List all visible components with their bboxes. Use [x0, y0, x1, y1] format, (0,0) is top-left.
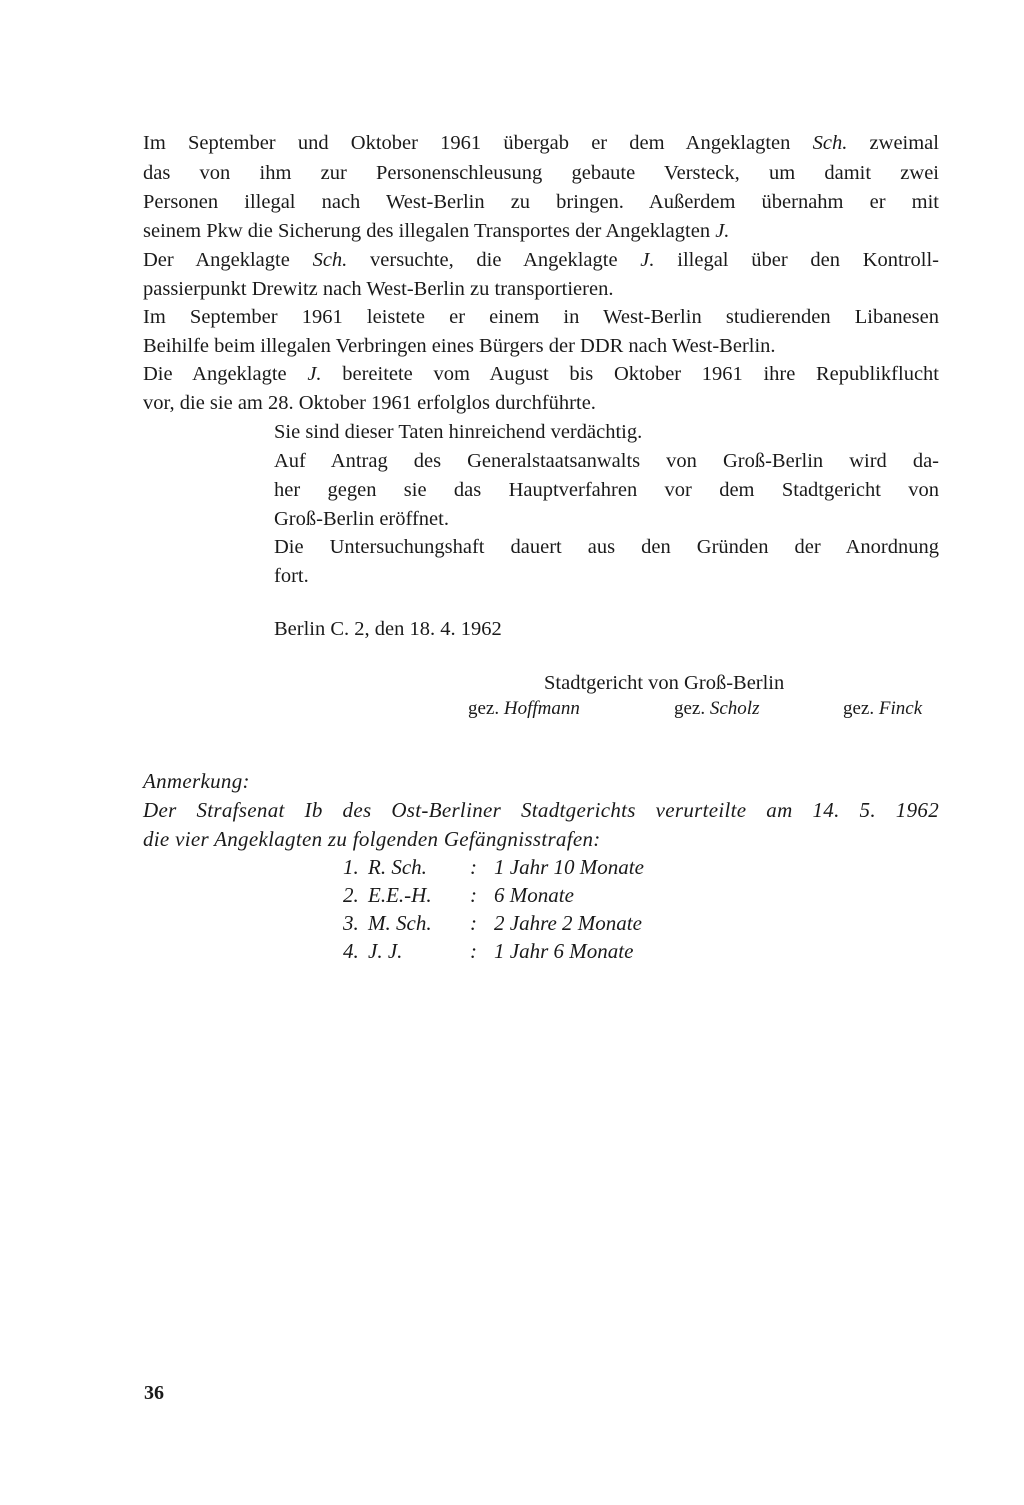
entry-sentence: 6 Monate — [494, 883, 574, 907]
entry-name: E.E.-H. — [368, 883, 432, 907]
indented-line: Auf Antrag des Generalstaatsanwalts von Groß-Berlin wird da- — [274, 450, 939, 472]
entry-name: R. Sch. — [368, 855, 427, 879]
date-line: Berlin C. 2, den 18. 4. 1962 — [274, 618, 502, 640]
signature — [843, 698, 922, 720]
text-segment: seinem Pkw die Sicherung des illegalen Transportes der Angeklagten — [143, 220, 716, 242]
entry-name: J. J. — [368, 939, 403, 963]
signature — [674, 698, 759, 720]
paragraph-line — [143, 388, 596, 418]
paragraph-line — [143, 302, 939, 332]
text-segment: illegal über den Kontroll- — [654, 249, 939, 271]
text-segment: versuchte, die Angeklagte — [347, 249, 641, 271]
text-segment: vor, die sie am 28. Oktober 1961 erfolglos durchführte. — [143, 392, 596, 414]
paragraph-line — [143, 187, 939, 217]
signature-name: Scholz — [709, 698, 760, 719]
court-name: Stadtgericht von Groß-Berlin — [544, 672, 785, 694]
paragraph-line — [143, 158, 939, 188]
entry-number: 1. — [343, 855, 359, 879]
text-segment: passierpunkt Drewitz nach West-Berlin zu transportieren. — [143, 278, 614, 300]
signature — [468, 698, 580, 720]
text-italic: Sch. — [812, 132, 848, 154]
text-segment: Beihilfe beim illegalen Verbringen eines Bürgers der DDR nach West-Berlin. — [143, 335, 776, 357]
text-segment: zweimal — [847, 132, 939, 154]
signature-prefix: gez. — [674, 698, 710, 719]
indented-line: Groß-Berlin eröffnet. — [274, 508, 449, 530]
text-segment: Personen illegal nach West-Berlin zu bringen. Außerdem übernahm er mit — [143, 191, 939, 213]
indented-line: fort. — [274, 565, 309, 587]
note-line: die vier Angeklagten zu folgenden Gefängnisstrafen: — [143, 827, 601, 851]
text-segment: das von ihm zur Personenschleusung gebaute Versteck, um damit zwei — [143, 162, 939, 184]
indented-line: Sie sind dieser Taten hinreichend verdächtig. — [274, 421, 643, 443]
entry-name: M. Sch. — [368, 911, 432, 935]
entry-separator: : — [470, 911, 477, 935]
signature-prefix: gez. — [468, 698, 504, 719]
text-italic: Sch. — [312, 249, 348, 271]
text-segment: Die Angeklagte — [143, 363, 308, 385]
text-italic: J. — [640, 249, 655, 271]
paragraph-line — [143, 359, 939, 389]
paragraph-line — [143, 128, 939, 158]
entry-separator: : — [470, 883, 477, 907]
entry-separator: : — [470, 939, 477, 963]
entry-sentence: 1 Jahr 10 Monate — [494, 855, 644, 879]
text-segment: Im September 1961 leistete er einem in West-Berlin studierenden Libanesen — [143, 306, 939, 328]
paragraph-line — [143, 216, 729, 246]
indented-line: Die Untersuchungshaft dauert aus den Gründen der Anordnung — [274, 536, 939, 558]
entry-number: 2. — [343, 883, 359, 907]
text-segment: Im September und Oktober 1961 übergab er dem Angeklagten — [143, 132, 813, 154]
note-heading: Anmerkung: — [143, 769, 250, 793]
paragraph-line — [143, 245, 939, 275]
entry-sentence: 1 Jahr 6 Monate — [494, 939, 634, 963]
note-line: Der Strafsenat Ib des Ost-Berliner Stadtgerichts verurteilte am 14. 5. 1962 — [143, 798, 939, 822]
paragraph-line — [143, 331, 776, 361]
indented-line: her gegen sie das Hauptverfahren vor dem Stadtgericht von — [274, 479, 939, 501]
signature-name: Hoffmann — [503, 698, 580, 719]
text-segment: bereitete vom August bis Oktober 1961 ihre Republikflucht — [321, 363, 939, 385]
signature-name: Finck — [878, 698, 923, 719]
entry-number: 4. — [343, 939, 359, 963]
entry-separator: : — [470, 855, 477, 879]
page-number: 36 — [144, 1382, 164, 1404]
text-italic: J. — [715, 220, 730, 242]
entry-sentence: 2 Jahre 2 Monate — [494, 911, 642, 935]
text-segment: Der Angeklagte — [143, 249, 313, 271]
signature-prefix: gez. — [843, 698, 879, 719]
paragraph-line — [143, 274, 613, 304]
text-italic: J. — [307, 363, 322, 385]
entry-number: 3. — [343, 911, 359, 935]
